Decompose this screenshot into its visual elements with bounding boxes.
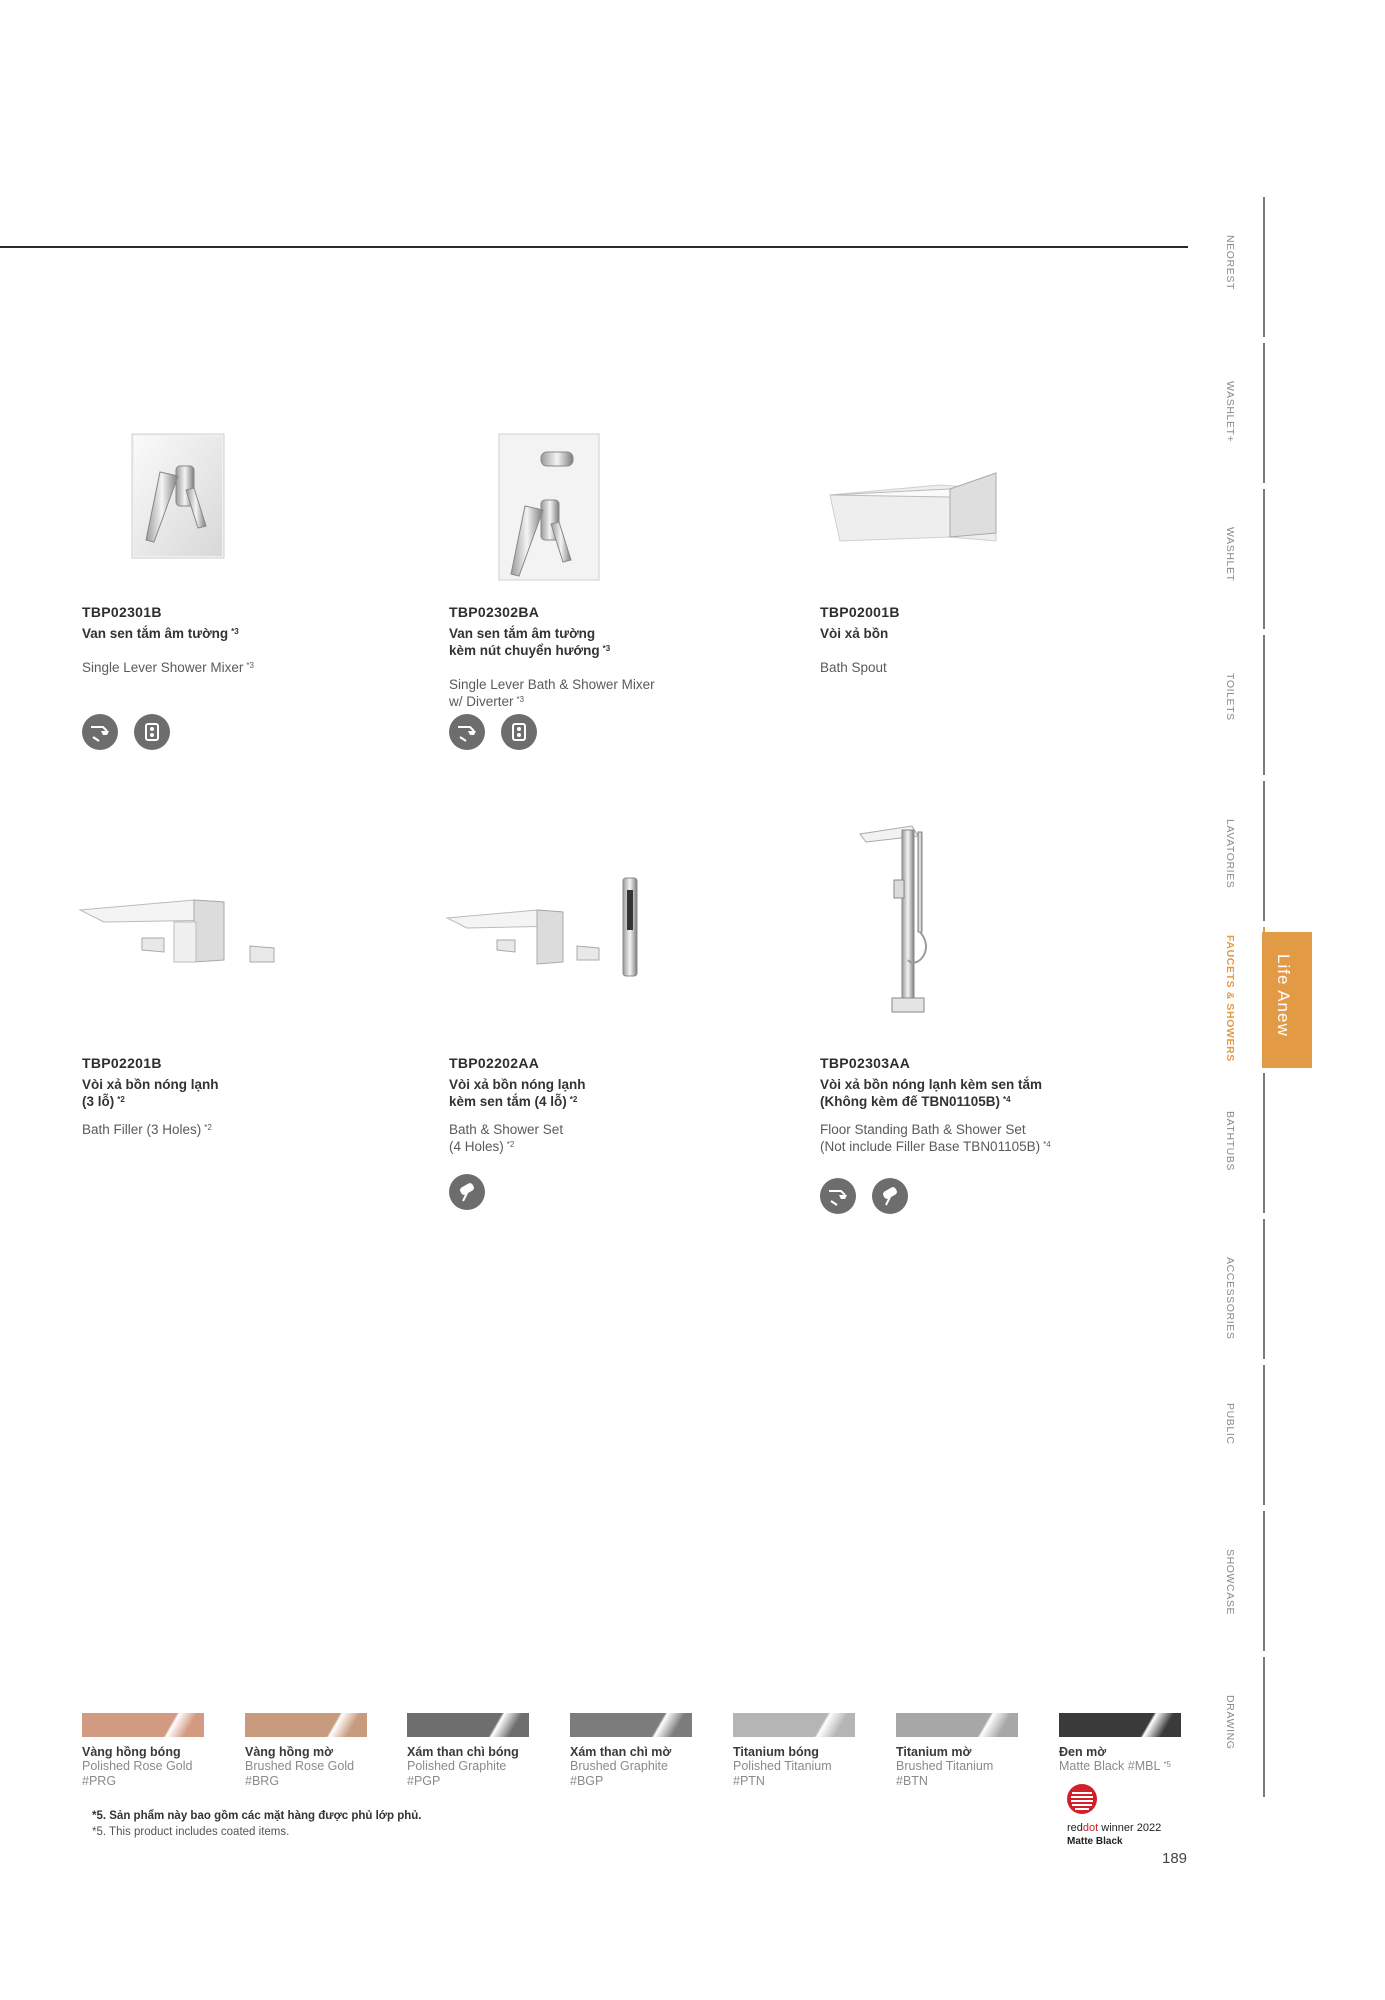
- product-name-vn: Vòi xả bồn: [820, 626, 889, 641]
- footnote-en: *5. This product includes coated items.: [92, 1826, 290, 1838]
- product-card-tbp02302ba: [449, 425, 779, 765]
- finish-name-vn: Vàng hồng mờ: [245, 1745, 334, 1759]
- finish-chip: [245, 1713, 367, 1737]
- finish-swatch-ptn: [733, 1713, 855, 1789]
- product-name-en: Bath Spout: [820, 660, 887, 675]
- finish-chip: [896, 1713, 1018, 1737]
- nav-label: PUBLIC: [1224, 1403, 1236, 1445]
- nav-label: DRAWING: [1224, 1695, 1236, 1750]
- finish-chip: [570, 1713, 692, 1737]
- product-code: TBP02301B: [82, 604, 162, 620]
- nav-item-showcase[interactable]: [1200, 1509, 1270, 1655]
- finish-swatch-pgp: [407, 1713, 529, 1789]
- page-number: 189: [1162, 1850, 1188, 1867]
- product-name-vn: Vòi xả bồn nóng lạnh (3 lỗ) $^{*2}$: [82, 1077, 219, 1109]
- nav-label: BATHTUBS: [1224, 1111, 1236, 1172]
- finish-swatch-prg: [82, 1713, 204, 1789]
- section-tab-life-anew[interactable]: [1262, 932, 1312, 1068]
- finish-chip: [1059, 1713, 1181, 1737]
- feature-icons: [449, 1174, 485, 1210]
- feature-icons: [82, 714, 170, 750]
- nav-item-lavatories[interactable]: [1200, 779, 1270, 925]
- nav-label: LAVATORIES: [1224, 819, 1236, 889]
- finish-name-en: Brushed Rose Gold: [245, 1759, 355, 1773]
- valve-feature-icon: [501, 714, 537, 750]
- shower-feature-icon: [82, 714, 118, 750]
- finish-name-en: Polished Titanium: [733, 1759, 832, 1773]
- finish-chip: [82, 1713, 204, 1737]
- nav-label: WASHLET: [1224, 527, 1236, 582]
- finish-chip: [733, 1713, 855, 1737]
- side-navigation: [1200, 195, 1270, 1805]
- product-image: [124, 430, 254, 565]
- product-name-vn: Van sen tắm âm tường $^{*3}$: [82, 626, 239, 641]
- finish-code: #PGP: [407, 1774, 441, 1788]
- product-code: TBP02303AA: [820, 1055, 911, 1071]
- finish-name-vn: Xám than chì mờ: [570, 1745, 672, 1759]
- product-name-vn: Vòi xả bồn nóng lạnh kèm sen tắm (Không kèm đế TBN01105B) $^{*4}$: [820, 1077, 1043, 1109]
- finish-swatch-brg: [245, 1713, 367, 1789]
- product-image: [443, 870, 673, 990]
- product-image: [820, 445, 1000, 555]
- finish-code: #PRG: [82, 1774, 117, 1788]
- nav-label: FAUCETS & SHOWERS: [1224, 935, 1236, 1062]
- feature-icons: [449, 714, 537, 750]
- finish-name-vn: Xám than chì bóng: [407, 1745, 519, 1759]
- finish-code: #BGP: [570, 1774, 604, 1788]
- finish-swatch-btn: [896, 1713, 1018, 1789]
- finish-code: #BRG: [245, 1774, 280, 1788]
- product-name-en: Bath & Shower Set (4 Holes) $^{*2}$: [449, 1122, 564, 1154]
- product-card-tbp02301b: [82, 425, 412, 765]
- finish-name-en: Brushed Titanium: [896, 1759, 994, 1773]
- nav-label: WASHLET+: [1224, 381, 1236, 443]
- nav-item-accessories[interactable]: [1200, 1217, 1270, 1363]
- product-card-tbp02202aa: [449, 810, 779, 1154]
- product-image: [856, 820, 966, 1020]
- finish-name-vn: Titanium mờ: [896, 1745, 972, 1759]
- product-name-vn: Vòi xả bồn nóng lạnh kèm sen tắm (4 lỗ) $^{*2}$: [449, 1077, 586, 1109]
- product-code: TBP02302BA: [449, 604, 540, 620]
- finish-swatch-bgp: [570, 1713, 692, 1789]
- nav-label: TOILETS: [1224, 673, 1236, 721]
- footnote-vn: *5. Sản phẩm này bao gồm các mặt hàng được phủ lớp phủ.: [92, 1810, 422, 1822]
- product-name-en: Floor Standing Bath & Shower Set (Not include Filler Base TBN01105B) $^{*4}$: [820, 1122, 1051, 1154]
- hand-shower-feature-icon: [872, 1178, 908, 1214]
- reddot-award-subtitle: Matte Black: [1067, 1836, 1123, 1847]
- product-name-en: Single Lever Shower Mixer $^{*3}$: [82, 660, 254, 675]
- feature-icons: [820, 1178, 908, 1214]
- finish-name-en: Matte Black #MBL $^{*5}$: [1059, 1759, 1171, 1773]
- nav-item-drawing[interactable]: [1200, 1655, 1270, 1801]
- nav-item-faucets-showers[interactable]: [1200, 925, 1270, 1071]
- finish-name-vn: Titanium bóng: [733, 1745, 819, 1759]
- finish-name-en: Brushed Graphite: [570, 1759, 668, 1773]
- nav-item-washlet-plus[interactable]: [1200, 341, 1270, 487]
- reddot-award-icon: [1066, 1783, 1098, 1815]
- product-card-tbp02001b: [820, 425, 1150, 765]
- valve-feature-icon: [134, 714, 170, 750]
- shower-feature-icon: [449, 714, 485, 750]
- hand-shower-feature-icon: [449, 1174, 485, 1210]
- section-tab-label: Life Anew: [1274, 954, 1293, 1037]
- finish-name-en: Polished Graphite: [407, 1759, 507, 1773]
- product-card-tbp02303aa: [820, 810, 1150, 1154]
- finish-code: #PTN: [733, 1774, 765, 1788]
- nav-item-public[interactable]: [1200, 1363, 1270, 1509]
- nav-item-bathtubs[interactable]: [1200, 1071, 1270, 1217]
- finish-code: #BTN: [896, 1774, 928, 1788]
- finish-swatch-mbl: [1059, 1713, 1181, 1774]
- header-rule: [0, 246, 1188, 248]
- product-name-vn: Van sen tắm âm tường kèm nút chuyển hướng $^{*3}$: [449, 626, 611, 658]
- nav-item-neorest[interactable]: [1200, 195, 1270, 341]
- finish-chip: [407, 1713, 529, 1737]
- product-name-en: Bath Filler (3 Holes) $^{*2}$: [82, 1122, 212, 1137]
- finish-name-vn: Đen mờ: [1059, 1745, 1107, 1759]
- reddot-award-text: reddot winner 2022: [1067, 1822, 1162, 1834]
- product-code: TBP02001B: [820, 604, 900, 620]
- nav-label: SHOWCASE: [1224, 1549, 1236, 1616]
- nav-item-toilets[interactable]: [1200, 633, 1270, 779]
- finish-name-vn: Vàng hồng bóng: [82, 1745, 181, 1759]
- nav-label: NEOREST: [1224, 235, 1236, 290]
- finish-name-en: Polished Rose Gold: [82, 1759, 193, 1773]
- shower-feature-icon: [820, 1178, 856, 1214]
- nav-item-washlet[interactable]: [1200, 487, 1270, 633]
- product-code: TBP02202AA: [449, 1055, 540, 1071]
- product-code: TBP02201B: [82, 1055, 162, 1071]
- product-image: [74, 870, 284, 980]
- nav-label: ACCESSORIES: [1224, 1257, 1236, 1340]
- product-name-en: Single Lever Bath & Shower Mixer w/ Diverter $^{*3}$: [449, 677, 655, 709]
- product-card-tbp02201b: [82, 810, 412, 1150]
- product-image: [491, 430, 621, 595]
